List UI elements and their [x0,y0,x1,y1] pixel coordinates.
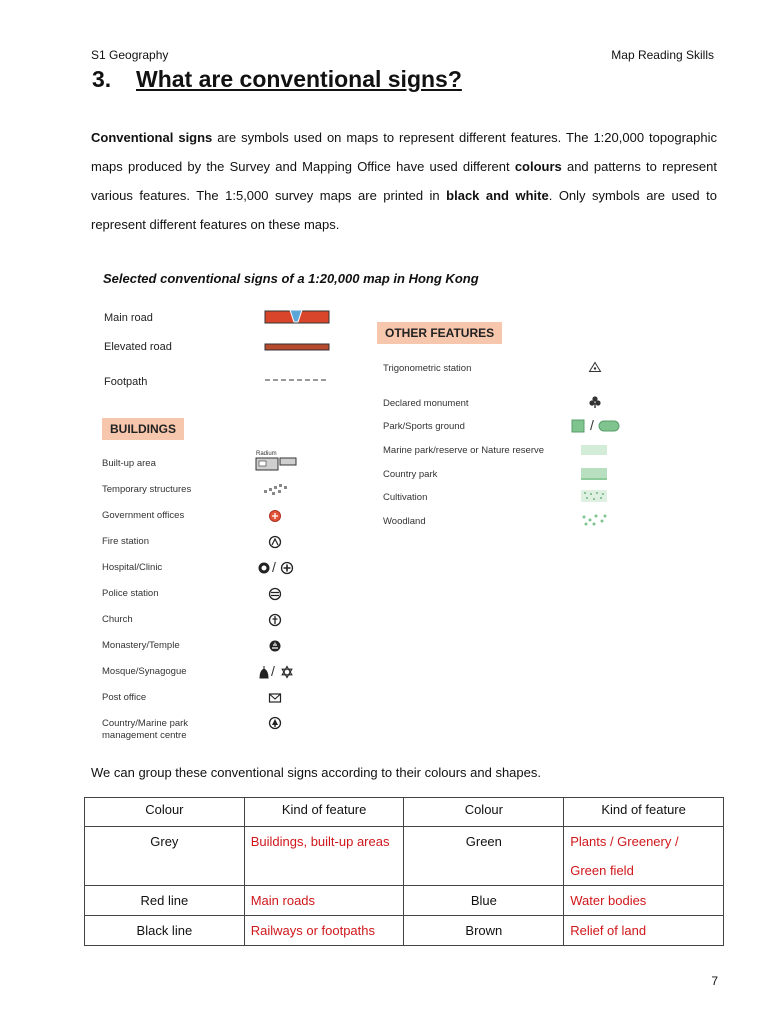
table-cell: Relief of land [564,916,724,946]
legend-police-station: Police station [102,588,159,599]
legend-marine-park: Marine park/reserve or Nature reserve [383,445,545,456]
table-cell: Main roads [244,886,404,916]
legend-caption: Selected conventional signs of a 1:20,000 map in Hong Kong [103,271,479,286]
monument-icon [588,395,602,409]
grouping-sentence: We can group these conventional signs according to their colours and shapes. [91,765,541,780]
temporary-structures-symbol [262,482,290,496]
hospital-icon [257,561,271,575]
table-cell: Railways or footpaths [244,916,404,946]
synagogue-icon [280,665,294,679]
intro-text-1: are symbols used on maps to represent different features. The 1:20,000 topographic maps produced by the Survey and Mapping Office have used different [91,130,717,174]
legend-mosque-synagogue: Mosque/Synagogue [102,666,187,677]
table-row [85,886,724,916]
woodland-symbol [580,513,608,527]
fire-station-icon [268,535,282,549]
other-features-tag: OTHER FEATURES [377,322,502,344]
legend-fire-station: Fire station [102,536,149,547]
road-symbols [262,306,334,392]
park-management-centre-icon [268,716,282,730]
table-cell: Water bodies [564,886,724,916]
table-cell: Blue [404,886,564,916]
intro-text-2: and patterns to represent various features. The 1:5,000 survey maps are printed in [91,159,717,203]
buildings-tag: BUILDINGS [102,418,184,440]
legend-footpath: Footpath [104,376,148,388]
table-cell: Red line [85,886,245,916]
police-station-icon [268,587,282,601]
bold-colours: colours [514,159,562,174]
bold-term: Conventional signs [91,130,213,145]
intro-paragraph [91,123,717,239]
section-heading: What are conventional signs? [136,66,462,92]
legend-elevated-road: Elevated road [104,341,172,353]
intro-text-3: . Only symbols are used to represent different features on these maps. [91,188,717,232]
legend-temporary-structures: Temporary structures [102,484,192,495]
park-slash: / [590,417,594,433]
legend-main-road: Main road [104,312,153,324]
table-cell: Grey [85,827,245,886]
legend-monastery-temple: Monastery/Temple [102,640,180,651]
legend-post-office: Post office [102,692,147,703]
header-feature-1: Kind of feature [244,798,404,827]
post-office-icon [268,692,282,704]
mosque-icon [258,665,270,679]
sports-ground-symbol [598,420,620,432]
elevated-road-symbol [265,344,329,350]
colour-feature-table [84,797,724,946]
table-row [85,916,724,946]
legend-country-park: Country park [383,469,438,480]
monastery-temple-icon [268,639,282,653]
header-colour-2: Colour [404,798,564,827]
header-colour-1: Colour [85,798,245,827]
table-header-row [85,798,724,827]
clinic-icon [280,561,294,575]
built-up-area-symbol [255,456,299,472]
country-park-symbol [580,467,608,481]
government-offices-icon [268,509,282,523]
legend-hospital-clinic: Hospital/Clinic [102,562,163,573]
section-number: 3. [92,66,112,92]
header-course: S1 Geography [91,48,169,62]
bold-black-white: black and white [446,188,549,203]
section-title [92,66,462,93]
page-number: 7 [711,974,718,988]
legend-trig-station: Trigonometric station [383,363,472,374]
table-row [85,827,724,886]
table-cell: Buildings, built-up areas [244,827,404,886]
hospital-slash: / [272,559,276,575]
legend-church: Church [102,614,133,625]
legend-park-centre-2: management centre [102,730,187,741]
legend-cultivation: Cultivation [383,492,428,503]
header-feature-2: Kind of feature [564,798,724,827]
church-icon [268,613,282,627]
radium-label: Radium [256,451,277,457]
legend-declared-monument: Declared monument [383,398,469,409]
legend-woodland: Woodland [383,516,426,527]
trig-station-icon [588,361,602,373]
mosque-slash: / [271,663,275,679]
table-cell: Black line [85,916,245,946]
marine-park-symbol [580,444,608,456]
table-cell: Brown [404,916,564,946]
table-cell: Plants / Greenery / Green field [564,827,724,886]
park-symbol [571,419,585,433]
header-topic: Map Reading Skills [611,48,714,62]
legend-park-centre-1: Country/Marine park [102,718,189,729]
legend-park-sports-ground: Park/Sports ground [383,421,465,432]
table-cell: Green [404,827,564,886]
legend-built-up-area: Built-up area [102,458,156,469]
cultivation-symbol [580,489,608,503]
legend-government-offices: Government offices [102,510,185,521]
